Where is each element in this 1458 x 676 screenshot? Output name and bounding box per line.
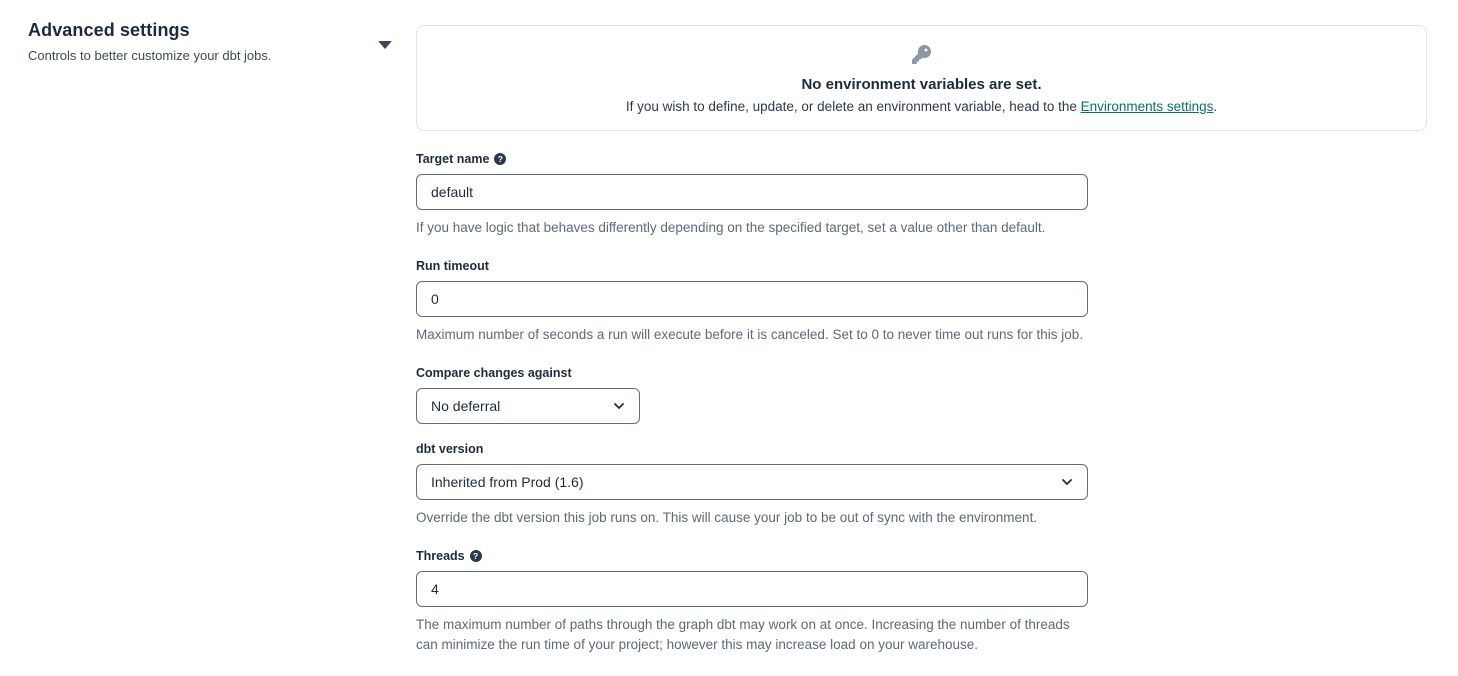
dbt-version-select[interactable]: [416, 464, 1088, 500]
environments-settings-link[interactable]: Environments settings: [1080, 99, 1214, 114]
compare-changes-label-row: [416, 366, 1427, 380]
help-icon[interactable]: ?: [470, 550, 482, 562]
collapse-caret-icon[interactable]: [378, 41, 392, 49]
help-icon[interactable]: ?: [494, 153, 506, 165]
threads-helper: The maximum number of paths through the graph dbt may work on at once. Increasing the number of threads can minimize the run time of your project; however this may increase load on your warehouse.: [416, 617, 1070, 652]
compare-changes-select[interactable]: [416, 388, 640, 424]
key-icon: [912, 45, 931, 64]
section-header: [28, 20, 358, 63]
run-timeout-label-row: [416, 259, 1427, 273]
page-subtitle: Controls to better customize your dbt jobs.: [28, 48, 272, 63]
dbt-version-helper: Override the dbt version this job runs on. This will cause your job to be out of sync with the environment.: [416, 510, 1038, 525]
field-threads: [416, 549, 1427, 655]
field-compare-changes: [416, 366, 1427, 424]
dbt-version-label: dbt version: [416, 442, 484, 456]
dbt-version-label-row: [416, 442, 1427, 456]
env-panel-heading: No environment variables are set.: [801, 76, 1042, 93]
dbt-version-value: Inherited from Prod (1.6): [431, 474, 584, 490]
field-run-timeout: [416, 259, 1427, 345]
chevron-down-icon: [1059, 474, 1075, 490]
env-variables-panel: [416, 25, 1427, 131]
field-dbt-version: [416, 442, 1427, 528]
env-body-prefix: If you wish to define, update, or delete an environment variable, head to the: [625, 99, 1081, 114]
target-name-label-row: [416, 152, 1427, 166]
threads-label: Threads: [416, 549, 465, 563]
page-title: Advanced settings: [28, 20, 190, 40]
field-target-name: [416, 152, 1427, 238]
target-name-helper: If you have logic that behaves differently depending on the specified target, set a value other than default.: [416, 220, 1046, 235]
compare-changes-label: Compare changes against: [416, 366, 572, 380]
threads-label-row: [416, 549, 1427, 563]
advanced-settings-form: [416, 25, 1427, 676]
run-timeout-helper: Maximum number of seconds a run will execute before it is canceled. Set to 0 to never time out runs for this job.: [416, 327, 1084, 342]
env-body-suffix: .: [1213, 99, 1218, 114]
run-timeout-input[interactable]: [416, 281, 1088, 317]
threads-input[interactable]: [416, 571, 1088, 607]
run-timeout-label: Run timeout: [416, 259, 489, 273]
chevron-down-icon: [611, 398, 627, 414]
env-panel-body: [437, 99, 1406, 114]
compare-changes-value: No deferral: [431, 398, 501, 414]
target-name-input[interactable]: [416, 174, 1088, 210]
target-name-label: Target name: [416, 152, 490, 166]
